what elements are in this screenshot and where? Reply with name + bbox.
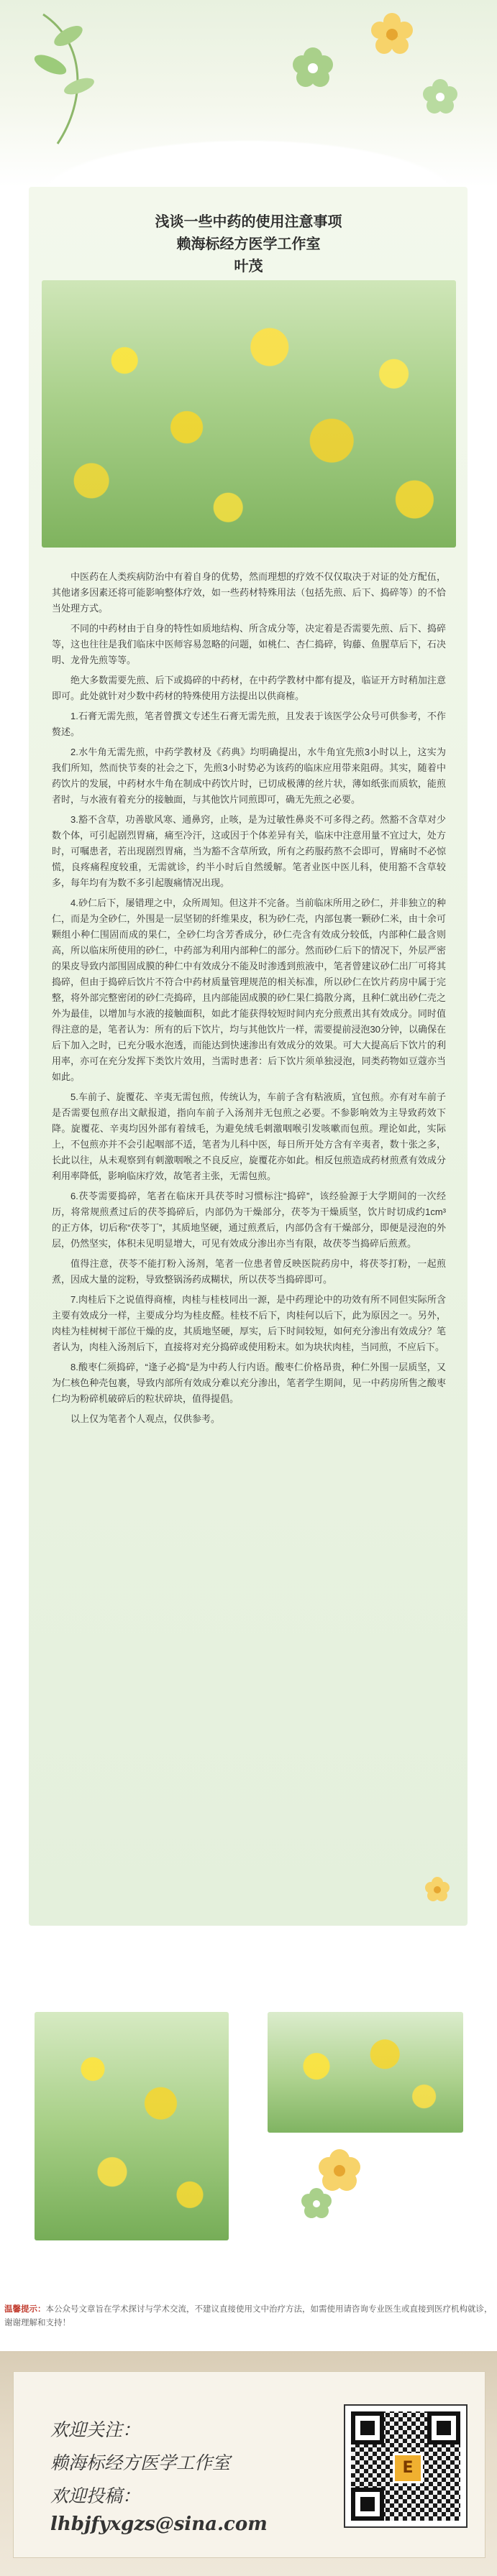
paragraph-amomum: 4.砂仁后下，屡错理之中，众所周知。但这并不完备。当前临床所用之砂仁，并非独立的种仁，而是为全砂仁，外围是一层坚韧的纤维果皮，积为砂仁壳，内部包裹一颗砂仁米，由十余可颗组小种仁围固而成的果仁，全砂仁均含芳香成分，砂仁壳含有效成分较低，内部种仁最含则高，所以临床所使用的砂仁，中药部为利用内部种仁的部分。然而砂仁后下的情况下，外层严密的果皮导致内部围固成膜的种仁中有效成分不能及时渗透到煎液中，笔者曾建议砂仁出厂可将其捣碎，但由于捣碎后饮片不符合中药材质量管理规范的相关标准，所以砂仁在饮片药房中属于完整，将外部完整密闭的砂仁壳捣碎，且内部能固成膜的砂仁果仁捣散分离，且种仁就出砂仁壳之外为最佳，以增加与水液的接触面积，如此才能获得较短时间内充分煎煮出其有效成分。同时值得注意的是，笔者认为：所有的后下饮片，均与其他饮片一样，需要提前浸泡30分钟，以确保在后下加入之时，已充分吸水泡透，而能达到快速渗出有效成分的效果。可大大提高后下饮片的利用率，亦可在充分发挥下类饮片效用，当需时患者：后下饮片须单独浸泡，同类药物如豆蔻亦当如此。	[52, 897, 446, 1082]
qr-finder-top-left	[351, 2411, 384, 2445]
disclaimer-label: 温馨提示：	[4, 2305, 46, 2314]
article-author: 叶茂	[234, 259, 263, 274]
paragraph-poria-note: 值得注意，茯苓不能打粉入汤剂，笔者一位患者曾反映医院药房中，将茯苓打粉，一起煎煮，因成大量的淀粉，导致整锅汤药成糊状，所以茯苓当捣碎即可。	[52, 1258, 446, 1285]
contact-email[interactable]: lhbjfyxgzs@sina.com	[50, 2513, 268, 2535]
paragraph-conclusion: 以上仅为笔者个人观点，仅供参考。	[70, 1413, 221, 1424]
paragraph-2: 不同的中药材由于自身的特性如质地结构、所含成分等，决定着是否需要先煎、后下、捣碎等，这也往往是我们临床中医师容易忽略的问题，如桃仁、杏仁捣碎，钩藤、鱼腥草后下，石决明、龙骨先煎等等。	[52, 623, 446, 665]
paragraph-jujube: 8.酸枣仁须捣碎，“逢子必捣”是为中药人行内语。酸枣仁价格昂贵，种仁外围一层质坚，又为仁核色种壳包裹，导致内部所有效成分难以充分渗出，笔者学生期间，见一中药房所售之酸枣仁均为粉碎机破碎后的粒状碎块，值得提倡。	[52, 1362, 446, 1404]
follow-label: 欢迎关注：	[50, 2419, 141, 2440]
flower-cluster-icon	[295, 2145, 374, 2224]
submission-label: 欢迎投稿：	[50, 2485, 141, 2506]
header-wave	[0, 129, 497, 187]
paragraph-3: 绝大多数需要先煎、后下或捣碎的中药材，在中药学教材中都有提及，临证开方时稍加注意即可。此处就针对少数中药材的特殊使用方法提出以供商榷。	[52, 675, 446, 701]
paragraph-cinnamon: 7.肉桂后下之说值得商榷，肉桂与桂枝同出一源，是中药理论中的功效有所不同但实际所含主要有效成分一样，主要成分均为桂皮醛。桂枝不后下，肉桂何以后下，此为原因之一。另外，肉桂为桂树树干部位干燥的皮，其质地坚硬，厚实，后下时间较短，如何充分渗出有效成分？笔者认为，肉桂入汤剂后下，直接将对充分捣碎或使用粉末。如为块状肉桂，当同煎，不应后下。	[52, 1294, 446, 1352]
qr-logo-icon: E	[393, 2453, 423, 2483]
disclaimer-text: 本公众号文章旨在学术探讨与学术交流，不建议直接使用文中治疗方法，如需使用请咨询专业医生或直接到医疗机构就诊，谢谢理解和支持！	[4, 2305, 493, 2327]
qr-finder-top-right	[427, 2411, 460, 2445]
article-body	[52, 569, 446, 1431]
paragraph-intro: 中医药在人类疾病防治中有着自身的优势，然而理想的疗效不仅仅取决于对证的处方配伍，其他诸多因素还将可能影响整体疗效，如一些药材特殊用法（包括先煎、后下、捣碎等）的不恰当处理方式。	[52, 571, 446, 614]
article-studio: 赖海标经方医学工作室	[176, 236, 321, 252]
paragraph-plantago: 5.车前子、旋覆花、辛夷无需包煎，传统认为，车前子含有粘液质，宜包煎。亦有对车前子是否需要包煎存出文献报道，指向车前子入汤剂并无包煎之必要。不参影响效为主导致药效下降。旋覆花、辛夷均因外部有着绒毛，为避免绒毛刺激咽喉引发咳嗽而包煎。理论如此，实际上，不包煎亦并不会引起咽部不适，笔者为儿科中医，每日所开处方含有辛夷者，数十张之多，长此以往，从未观察到有刺激咽喉之不良反应，旋覆花亦如此。相反包煎造成药材煎煮有效成分利用率降低，影响临床疗效，故笔者主张，无需包煎。	[52, 1091, 446, 1181]
flower-photo-left	[35, 2012, 229, 2240]
paragraph-gypsum: 1.石膏无需先煎，笔者曾撰文专述生石膏无需先煎，且发表于该医学公众号可供参考，不作赘述。	[52, 711, 446, 737]
disclaimer-notice	[4, 2303, 493, 2330]
paragraph-poria: 6.茯苓需要捣碎，笔者在临床开具茯苓时习惯标注“捣碎”，该经验源于大学期间的一次经历，将常规煎煮过后的茯苓捣碎后，内部仍为干燥部分，茯苓为干燥质坚，饮片时切成约1cm³的正方体，切后称“茯苓丁”，其质地坚硬，通过煎煮后，内部仍含有干燥部分，即便是浸泡的外层，仍然坚实，体积未见明显增大，可见有效成分渗出亦当有限，故茯苓当捣碎后煎煮。	[52, 1191, 446, 1249]
flower-photo-right	[268, 2012, 463, 2133]
paragraph-herb-3: 3.豁不含草，功善歇风寒、通鼻窍，止咳，是为过敏性鼻炎不可多得之药。然豁不含草对少数个体，可引起剧烈胃痛，痛至冷汗，这或因于个体差异有关，临床中注意用量不宜过大，处方时，可嘱患者，若出现剧烈胃痛，当为豁不含草所致，所有之药服药熬不会即可，胃痛时不必惊慌，良疼痛程度较重，无需就诊，约半小时后自然缓解。笔者业医中医儿科，使用豁不含草较多，每年均有为数不多引起腹痛情况出现。	[52, 814, 446, 888]
studio-name: 赖海标经方医学工作室	[50, 2452, 231, 2473]
header-illustration	[0, 0, 497, 187]
qr-finder-bottom-left	[351, 2488, 384, 2521]
qr-code[interactable]	[344, 2404, 468, 2528]
small-flower-icon	[423, 1875, 452, 1904]
paragraph-buffalo-horn: 2.水牛角无需先煎，中药学教材及《药典》均明确提出，水牛角宜先煎3小时以上，这实为我们所知，然而快节奏的社会之下，先煎3小时势必为该药的临床应用带来阻碍。其实，随着中药饮片的发展，中药材水牛角在制成中药饮片时，已切成极薄的丝片状，薄如纸张而质软，能煎者时，与水液有着充分的接触面，与其他饮片同煎即可，确无先煎之必要。	[52, 747, 446, 805]
article-title: 浅谈一些中药的使用注意事项	[155, 214, 342, 230]
rapeseed-flower-photo	[42, 280, 456, 548]
